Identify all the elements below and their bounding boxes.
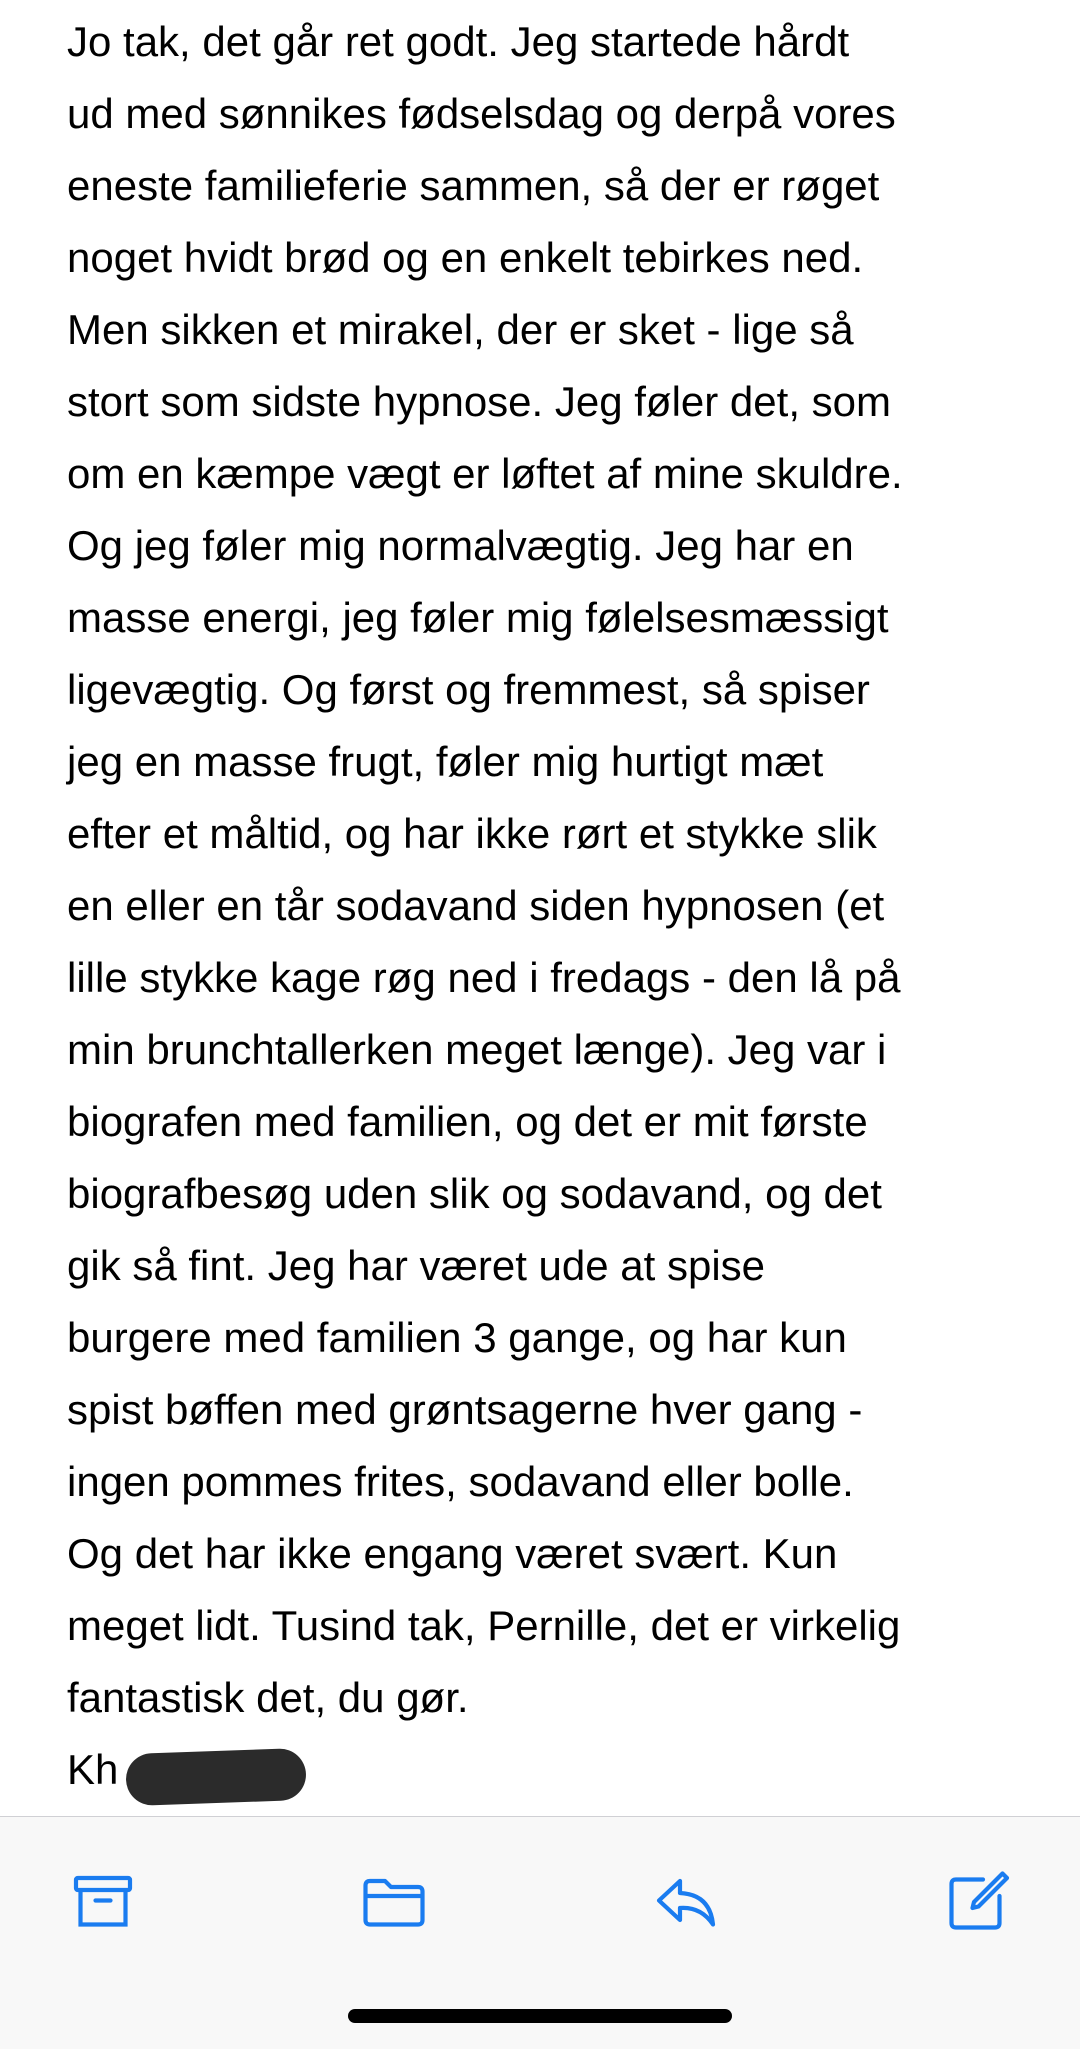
signoff-line <box>67 1734 1067 1806</box>
message-line: min brunchtallerken meget længe). Jeg var i <box>67 1026 887 1073</box>
message-line: masse energi, jeg føler mig følelsesmæssigt <box>67 594 889 641</box>
message-line: Men sikken et mirakel, der er sket - lige så <box>67 306 854 353</box>
message-line: Og det har ikke engang været svært. Kun <box>67 1530 838 1577</box>
message-line: Og jeg føler mig normalvægtig. Jeg har en <box>67 522 854 569</box>
message-line: spist bøffen med grøntsagerne hver gang - <box>67 1386 863 1433</box>
message-line: jeg en masse frugt, føler mig hurtigt mæt <box>67 738 824 785</box>
compose-button[interactable] <box>932 1857 1022 1947</box>
message-line: meget lidt. Tusind tak, Pernille, det er virkelig <box>67 1602 901 1649</box>
message-line: en eller en tår sodavand siden hypnosen (et <box>67 882 885 929</box>
archive-button[interactable] <box>58 1857 148 1947</box>
message-line: biografen med familien, og det er mit første <box>67 1098 868 1145</box>
move-to-folder-button[interactable] <box>349 1857 439 1947</box>
compose-icon <box>941 1866 1013 1938</box>
bottom-toolbar <box>0 1816 1080 2049</box>
message-line: fantastisk det, du gør. <box>67 1674 469 1721</box>
home-indicator[interactable] <box>348 2009 732 2023</box>
message-line: burgere med familien 3 gange, og har kun <box>67 1314 847 1361</box>
message-line: eneste familieferie sammen, så der er røget <box>67 162 880 209</box>
message-line: biografbesøg uden slik og sodavand, og det <box>67 1170 882 1217</box>
folder-icon <box>358 1866 430 1938</box>
message-line: lille stykke kage røg ned i fredags - den lå på <box>67 954 901 1001</box>
message-line: ligevægtig. Og først og fremmest, så spiser <box>67 666 870 713</box>
message-line: om en kæmpe vægt er løftet af mine skuldre. <box>67 450 903 497</box>
message-line: gik så fint. Jeg har været ude at spise <box>67 1242 766 1289</box>
message-line: noget hvidt brød og en enkelt tebirkes ned. <box>67 234 864 281</box>
reply-icon <box>650 1866 722 1938</box>
redacted-signature <box>126 1748 308 1806</box>
reply-button[interactable] <box>641 1857 731 1947</box>
archive-icon <box>67 1866 139 1938</box>
message-line: stort som sidste hypnose. Jeg føler det, som <box>67 378 892 425</box>
message-line: ingen pommes frites, sodavand eller bolle. <box>67 1458 854 1505</box>
message-line: ud med sønnikes fødselsdag og derpå vores <box>67 90 896 137</box>
message-body <box>67 6 1067 1806</box>
message-line: efter et måltid, og har ikke rørt et stykke slik <box>67 810 877 857</box>
signoff-text: Kh <box>67 1746 119 1793</box>
message-line: Jo tak, det går ret godt. Jeg startede hårdt <box>67 18 850 65</box>
